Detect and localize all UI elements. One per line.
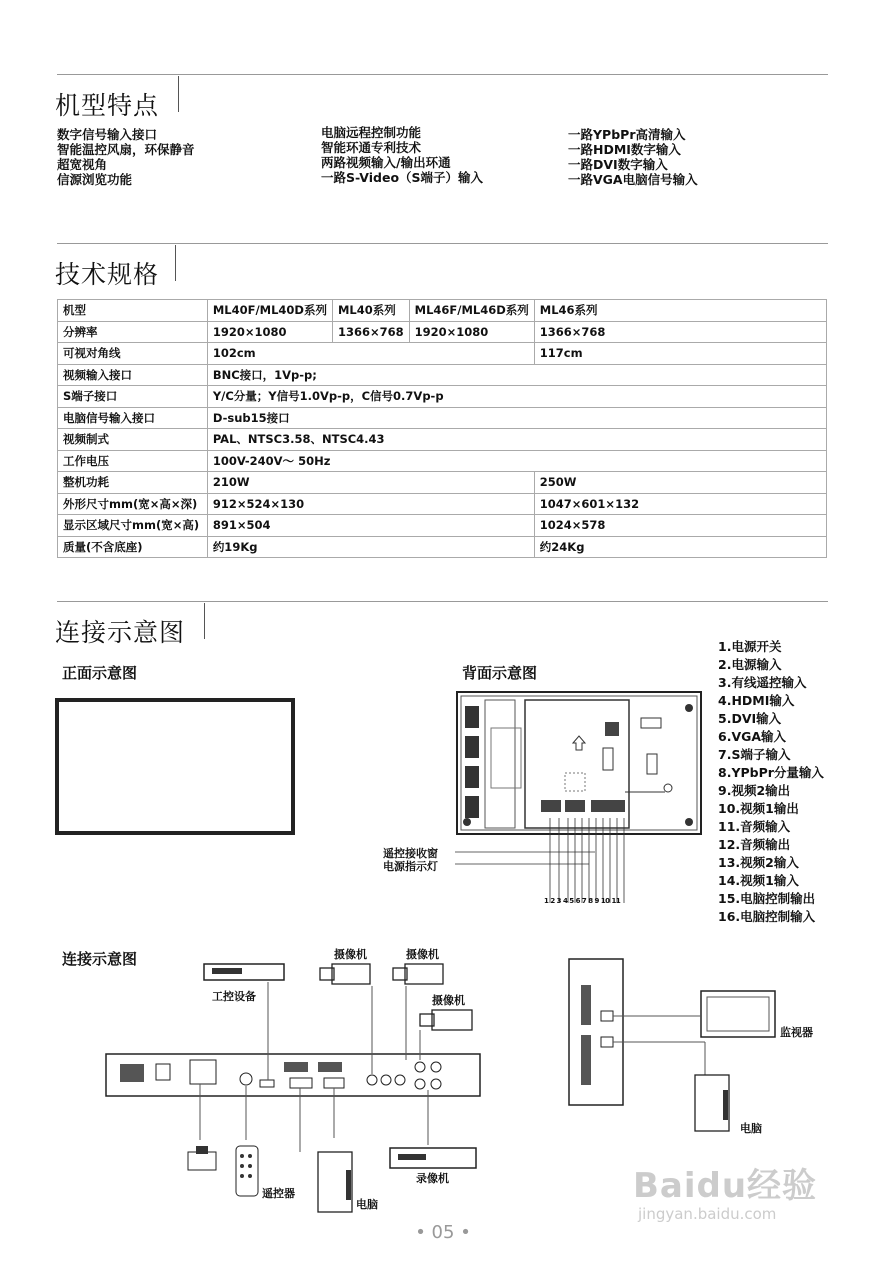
table-row: [58, 472, 827, 494]
port-number: 9: [594, 897, 599, 905]
feature-item: 信源浏览功能: [57, 172, 133, 187]
features-title: 机型特点: [55, 91, 160, 120]
table-cell: BNC接口，1Vp-p;: [207, 364, 826, 386]
feature-item: 一路S-Video（S端子）输入: [321, 170, 484, 185]
page-number-text: 05: [431, 1222, 455, 1243]
legend-item: 14.视频1输入: [718, 873, 799, 888]
table-cell: 质量(不含底座): [58, 536, 208, 558]
table-cell: 100V-240V～ 50Hz: [207, 450, 826, 472]
legend-item: 15.电脑控制输出: [718, 891, 816, 906]
section-divider: [57, 243, 828, 244]
legend-item: 6.VGA输入: [718, 729, 787, 744]
table-cell: ML46F/ML46D系列: [409, 300, 534, 322]
features-col3: [568, 127, 698, 187]
table-cell: 1366×768: [332, 321, 409, 343]
camera-label: 摄像机: [406, 948, 439, 961]
port-number: 11: [611, 897, 621, 905]
title-bar: [175, 245, 176, 281]
legend-item: 2.电源输入: [718, 657, 782, 672]
legend-item: 11.音频输入: [718, 819, 791, 834]
watermark-url: jingyan.baidu.com: [638, 1205, 777, 1223]
legend-item: 8.YPbPr分量输入: [718, 765, 824, 780]
table-cell: 250W: [534, 472, 826, 494]
table-row: [58, 364, 827, 386]
legend-item: 9.视频2输出: [718, 783, 791, 798]
camera-label: 摄像机: [432, 994, 465, 1007]
feature-item: 一路DVI数字输入: [568, 157, 668, 172]
table-cell: 分辨率: [58, 321, 208, 343]
table-cell: 1366×768: [534, 321, 826, 343]
title-bar: [178, 76, 179, 112]
table-cell: D-sub15接口: [207, 407, 826, 429]
feature-item: 智能环通专利技术: [321, 140, 422, 155]
legend-item: 16.电脑控制输入: [718, 909, 816, 924]
connection-diagram-title: 连接示意图: [62, 950, 138, 968]
legend-item: 4.HDMI输入: [718, 693, 795, 708]
specs-title: 技术规格: [55, 260, 160, 289]
table-cell: 约19Kg: [207, 536, 534, 558]
port-number: 4: [562, 897, 568, 905]
table-cell: 电脑信号输入接口: [58, 407, 208, 429]
page-dot: •: [415, 1222, 426, 1243]
feature-item: 两路视频输入/输出环通: [321, 155, 451, 170]
spec-table: [57, 299, 827, 558]
recorder-label: 录像机: [416, 1172, 449, 1185]
table-cell: 视频输入接口: [58, 364, 208, 386]
feature-item: 电脑远程控制功能: [321, 125, 422, 140]
features-col2: [321, 125, 483, 185]
table-cell: 1920×1080: [207, 321, 332, 343]
table-row: [58, 515, 827, 537]
feature-item: 数字信号输入接口: [57, 127, 158, 142]
table-row: [58, 407, 827, 429]
table-row: [58, 300, 827, 322]
port-number: 10: [600, 897, 610, 905]
front-view-title: 正面示意图: [62, 664, 138, 682]
pc-label: 电脑: [740, 1122, 762, 1135]
remote-window-label: 遥控接收窗: [383, 847, 438, 860]
table-row: [58, 450, 827, 472]
section-divider: [57, 601, 828, 602]
legend-item: 1.电源开关: [718, 639, 782, 654]
legend-item: 7.S端子输入: [718, 747, 791, 762]
camera-label: 摄像机: [334, 948, 367, 961]
table-cell: 显示区域尺寸mm(宽×高): [58, 515, 208, 537]
table-cell: ML46系列: [534, 300, 826, 322]
back-view-title: 背面示意图: [462, 664, 538, 682]
port-number: 6: [575, 897, 580, 905]
table-cell: 约24Kg: [534, 536, 826, 558]
table-cell: 210W: [207, 472, 534, 494]
table-row: [58, 321, 827, 343]
page-dot: •: [460, 1222, 471, 1243]
feature-item: 一路VGA电脑信号输入: [568, 172, 698, 187]
port-number: 7: [581, 897, 587, 905]
table-cell: 117cm: [534, 343, 826, 365]
port-number: 5: [569, 897, 574, 905]
table-cell: 1920×1080: [409, 321, 534, 343]
table-row: [58, 493, 827, 515]
port-number: 1: [544, 897, 549, 905]
monitor-label: 监视器: [780, 1026, 813, 1039]
table-cell: 视频制式: [58, 429, 208, 451]
front-view-screen: [55, 698, 295, 835]
table-cell: 外形尺寸mm(宽×高×深): [58, 493, 208, 515]
table-cell: 912×524×130: [207, 493, 534, 515]
industrial-device-label: 工控设备: [212, 990, 256, 1003]
section-divider: [57, 74, 828, 75]
table-cell: S端子接口: [58, 386, 208, 408]
legend-item: 12.音频输出: [718, 837, 791, 852]
table-cell: 工作电压: [58, 450, 208, 472]
title-bar: [204, 603, 205, 639]
table-cell: 可视对角线: [58, 343, 208, 365]
table-cell: Y/C分量；Y信号1.0Vp-p，C信号0.7Vp-p: [207, 386, 826, 408]
feature-item: 一路HDMI数字输入: [568, 142, 681, 157]
table-cell: 1047×601×132: [534, 493, 826, 515]
table-row: [58, 343, 827, 365]
table-cell: 891×504: [207, 515, 534, 537]
legend-item: 13.视频2输入: [718, 855, 799, 870]
legend-item: 10.视频1输出: [718, 801, 799, 816]
table-cell: 整机功耗: [58, 472, 208, 494]
power-led-label: 电源指示灯: [383, 860, 438, 873]
legend-item: 5.DVI输入: [718, 711, 782, 726]
table-cell: 机型: [58, 300, 208, 322]
page-number: [0, 1222, 886, 1243]
remote-label: 遥控器: [262, 1187, 295, 1200]
monitor-connection-diagram: [565, 955, 785, 1135]
table-cell: 102cm: [207, 343, 534, 365]
feature-item: 智能温控风扇，环保静音: [57, 142, 195, 157]
watermark-brand: Baidu经验: [633, 1166, 818, 1206]
back-view-diagram: [455, 688, 705, 918]
table-cell: 1024×578: [534, 515, 826, 537]
connection-title: 连接示意图: [55, 618, 186, 647]
feature-item: 一路YPbPr高清输入: [568, 127, 686, 142]
table-cell: PAL、NTSC3.58、NTSC4.43: [207, 429, 826, 451]
port-number: 3: [556, 897, 561, 905]
legend-item: 3.有线遥控输入: [718, 675, 807, 690]
features-col1: [57, 127, 195, 187]
table-row: [58, 429, 827, 451]
table-row: [58, 386, 827, 408]
table-cell: ML40系列: [332, 300, 409, 322]
table-row: [58, 536, 827, 558]
pc-label: 电脑: [356, 1198, 378, 1211]
table-cell: ML40F/ML40D系列: [207, 300, 332, 322]
port-number-row: [544, 897, 620, 905]
port-number: 2: [550, 897, 555, 905]
feature-item: 超宽视角: [57, 157, 108, 172]
port-number: 8: [588, 897, 593, 905]
port-legend: [718, 638, 824, 926]
